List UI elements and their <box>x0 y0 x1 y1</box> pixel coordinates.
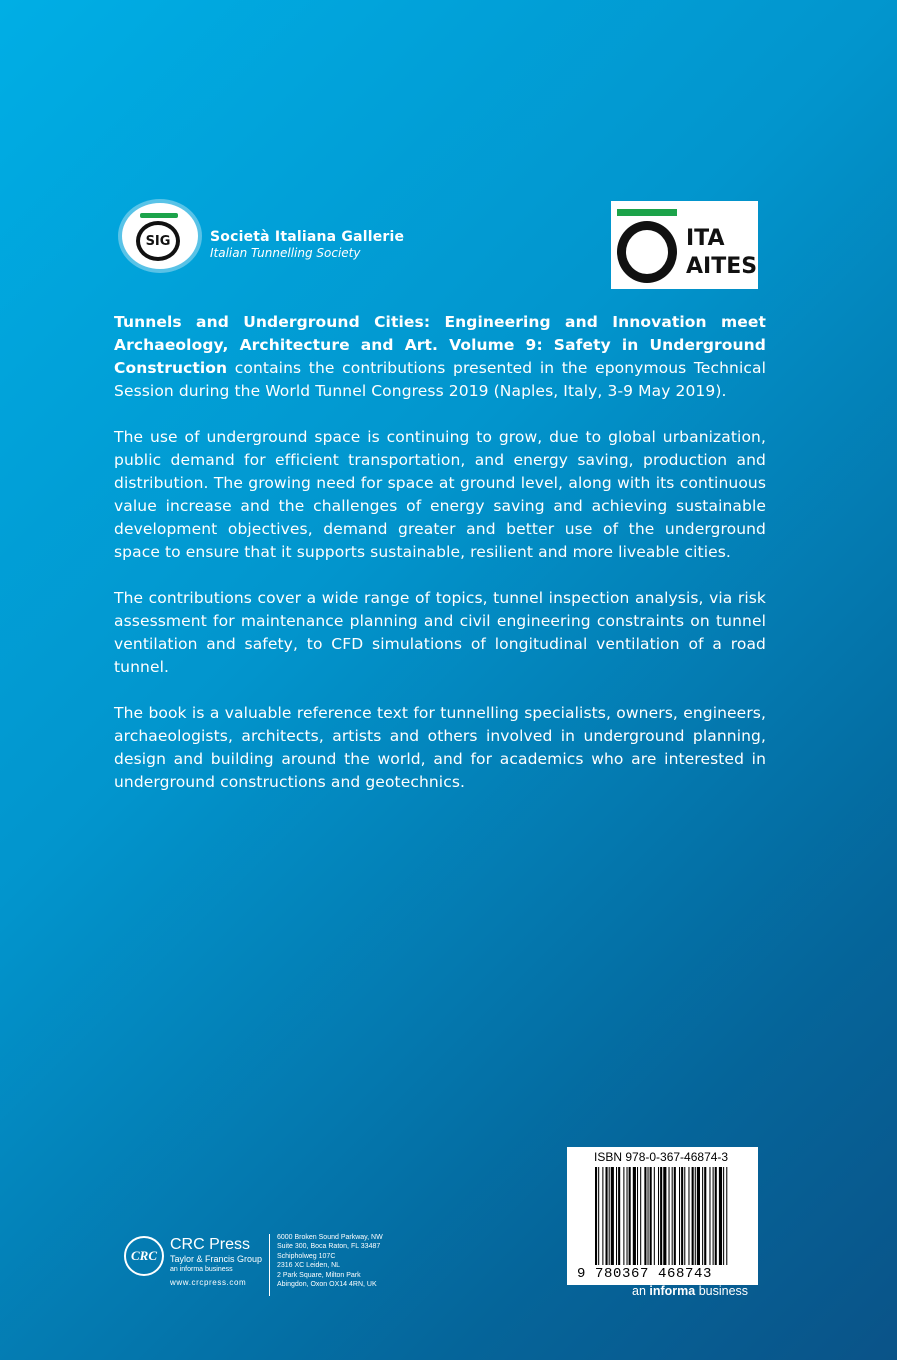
sig-emblem-icon <box>122 203 198 269</box>
crc-logo-icon: CRC <box>124 1236 164 1276</box>
divider <box>269 1234 270 1296</box>
informa-business-line: an informa business <box>632 1284 749 1298</box>
publisher-url[interactable]: www.crcpress.com <box>170 1278 247 1287</box>
sig-emblem-mark: SIG <box>136 221 180 261</box>
sig-subtitle: Italian Tunnelling Society <box>210 246 361 260</box>
description-paragraph-1: Tunnels and Underground Cities: Engineering and Innovation meet Archaeology, Architecture and Art. Volume 9: Safety in Underground Construction contains the contributions presented in the eponymous Technical Session during the World Tunnel Congress 2019 (Naples, Italy, 3-9 May 2019). <box>114 313 766 400</box>
aites-text: AITES <box>686 254 758 279</box>
description-paragraph-3: The contributions cover a wide range of topics, tunnel inspection analysis, via risk assessment for maintenance planning and civil engineering constraints on tunnel ventilation and safety, to CFD simulations of longitudinal ventilation of a road tunnel. <box>114 589 766 676</box>
isbn-digits: 9 780367 468743 <box>577 1266 713 1282</box>
book-title: Tunnels and Underground Cities: Engineering and Innovation meet Archaeology, Architecture and Art. Volume 9: Safety in Underground Construction <box>114 313 766 377</box>
description-paragraph-4: The book is a valuable reference text for tunnelling specialists, owners, engineers, archaeologists, architects, artists and others involved in underground planning, design and building around the world, and for academics who are interested in underground constructions and geotechnics. <box>114 704 766 791</box>
isbn-label: ISBN 978-0-367-46874-3 <box>594 1150 729 1164</box>
green-stripe <box>617 209 677 216</box>
sig-name: Società Italiana Gallerie <box>210 229 405 245</box>
back-cover-description <box>114 311 766 817</box>
publisher-tagline: an informa business <box>170 1266 233 1273</box>
publisher-group: Taylor & Francis Group <box>170 1254 263 1264</box>
ring-icon <box>617 221 677 283</box>
publisher-name: CRC Press <box>170 1236 251 1253</box>
barcode-icon <box>595 1167 730 1267</box>
publisher-addresses: 6000 Broken Sound Parkway, NW Suite 300, Boca Raton, FL 33487 Schipholweg 107C 2316 XC Leiden, NL 2 Park Square, Milton Park Abingdon, Oxon OX14 4RN, UK <box>277 1234 383 1288</box>
description-paragraph-2: The use of underground space is continuing to grow, due to global urbanization, public demand for efficient transportation, and energy saving, production and distribution. The growing need for space at ground level, along with its continuous value increase and the challenges of energy saving and achieving sustainable development objectives, demand greater and better use of the underground space to ensure that it supports sustainable, resilient and more liveable cities. <box>114 428 766 561</box>
publisher-block <box>124 1234 424 1304</box>
sig-logo <box>122 203 422 273</box>
ita-aites-logo <box>611 201 758 289</box>
ita-text: ITA <box>686 226 725 251</box>
isbn-barcode-box <box>567 1147 758 1285</box>
